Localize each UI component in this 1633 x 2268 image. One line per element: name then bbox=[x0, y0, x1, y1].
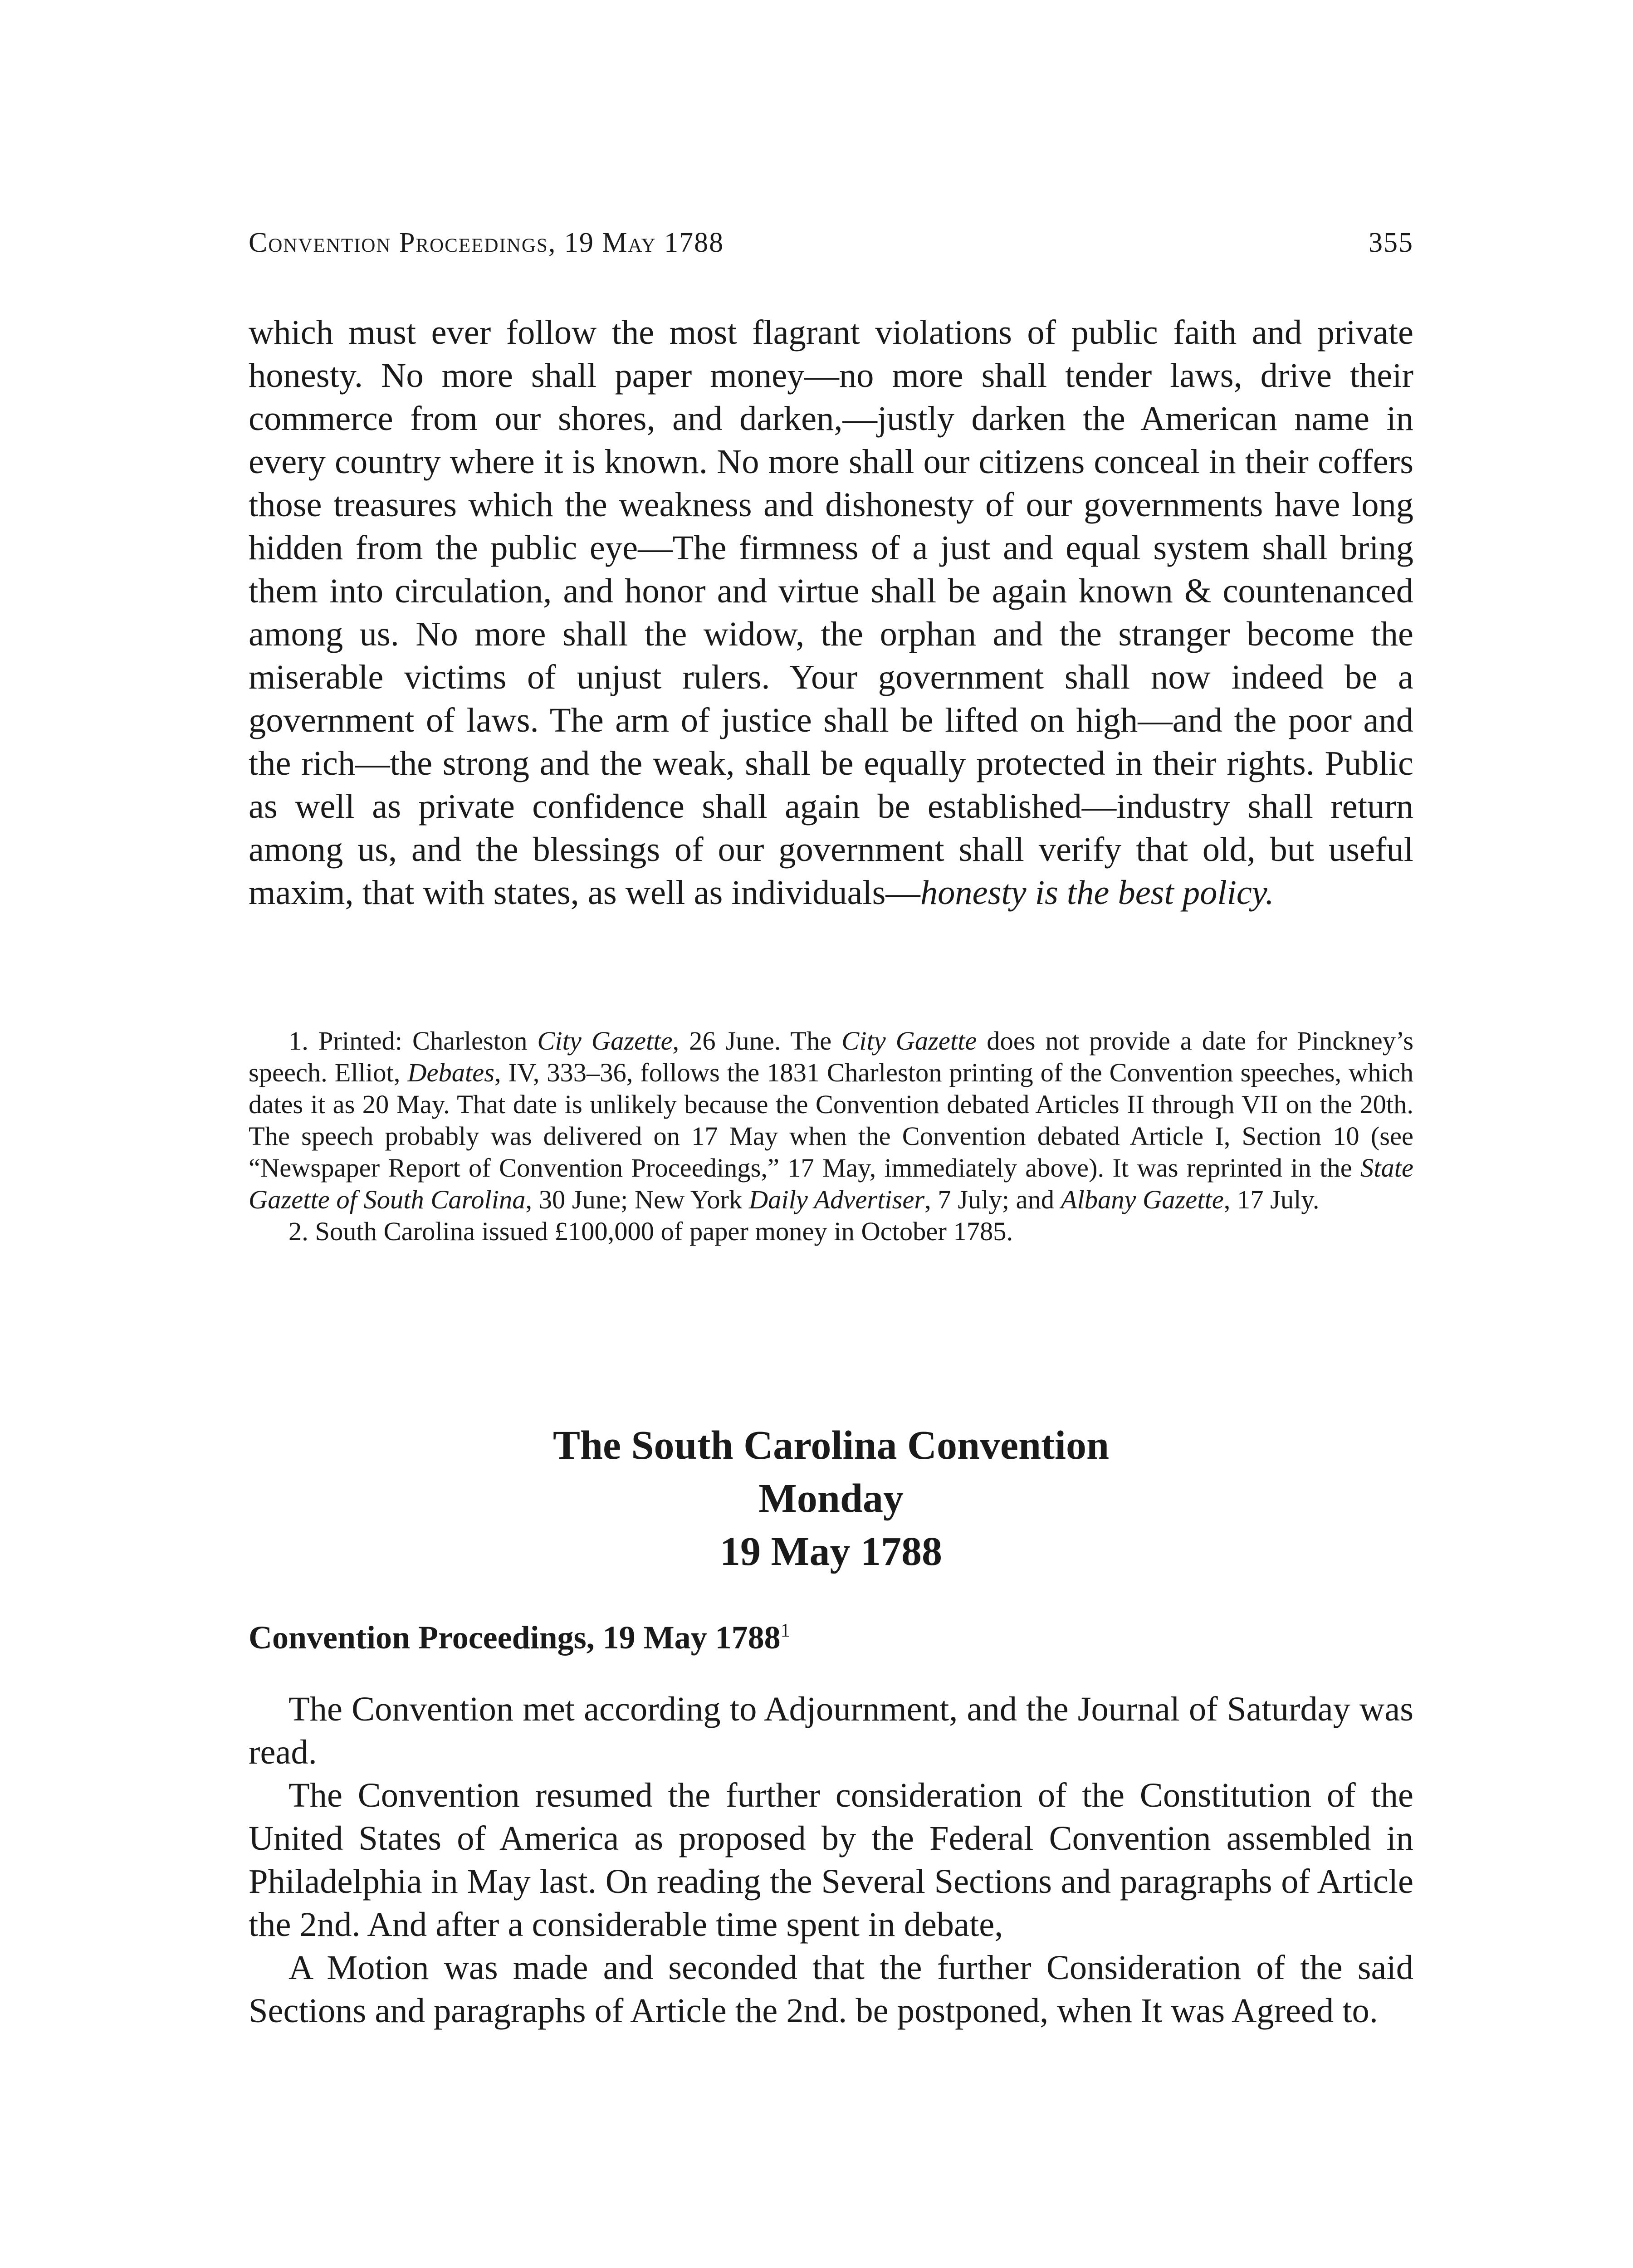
footnote-1-text-c: , 26 June. The bbox=[672, 1026, 842, 1056]
document-subheading bbox=[249, 1617, 1413, 1658]
footnote-1-text-a: 1. Printed: Charleston bbox=[288, 1026, 538, 1056]
footnote-1-italic-f: Debates bbox=[407, 1058, 494, 1087]
footnote-1-text-m: , 17 July. bbox=[1223, 1185, 1320, 1214]
footnote-1-text-i: , 30 June; New York bbox=[525, 1185, 749, 1214]
subheading-text: Convention Proceedings, 19 May 1788 bbox=[249, 1619, 781, 1656]
footnote-1-italic-h: State Gazette of South Carolina bbox=[249, 1153, 1413, 1214]
running-head-title: Convention Proceedings, 19 May 1788 bbox=[249, 227, 724, 258]
proceedings-paragraph-3: A Motion was made and seconded that the further Consideration of the said Sections and paragraphs of Article the 2nd. be postponed, when It was Agreed to. bbox=[249, 1948, 1413, 2030]
footnote-1-text-k: , 7 July; and bbox=[924, 1185, 1061, 1214]
footnote-1-italic-d: City Gazette bbox=[841, 1026, 977, 1056]
continuation-closing-maxim: honesty is the best policy. bbox=[920, 873, 1274, 912]
continuation-text: which must ever follow the most flagrant violations of public faith and private honesty. No more shall paper money—no more shall tender laws, drive their commerce from our shores, and darken,—justly darken the American name in every country where it is known. No more shall our citizens conceal in their coffers those treasures which the weakness and dishonesty of our governments have long hidden from the public eye—The firmness of a just and equal system shall bring them into circulation, and honor and virtue shall be again known & countenanced among us. No more shall the widow, the orphan and the stranger become the miserable victims of unjust rulers. Your government shall now indeed be a government of laws. The arm of justice shall be lifted on high—and the poor and the rich—the strong and the weak, shall be equally protected in their rights. Public as well as private confidence shall again be established—industry shall return among us, and the blessings of our government shall verify that old, but useful maxim, that with states, as well as individuals— bbox=[249, 313, 1413, 912]
section-heading-line-1: The South Carolina Convention bbox=[552, 1423, 1110, 1468]
proceedings-text bbox=[249, 1687, 1413, 2032]
proceedings-paragraph-2: The Convention resumed the further consideration of the Constitution of the United States of America as proposed by the Federal Convention assembled in Philadelphia in May last. On reading the Several Sections and paragraphs of Article the 2nd. And after a considerable time spent in debate, bbox=[249, 1776, 1413, 1944]
footnote-1 bbox=[249, 1025, 1413, 1216]
footnote-2: 2. South Carolina issued £100,000 of paper money in October 1785. bbox=[288, 1217, 1013, 1246]
running-head bbox=[249, 227, 1413, 268]
footnote-1-text-e: does not provide a date for Pinckney’s speech. Elliot, bbox=[249, 1026, 1413, 1087]
speech-continuation bbox=[249, 311, 1413, 914]
section-heading-line-2: Monday bbox=[758, 1476, 904, 1521]
continuation-paragraph bbox=[249, 311, 1413, 914]
section-heading bbox=[249, 1419, 1413, 1578]
section-heading-line-3: 19 May 1788 bbox=[720, 1529, 942, 1574]
footnote-1-italic-b: City Gazette bbox=[537, 1026, 673, 1056]
footnotes bbox=[249, 1025, 1413, 1247]
footnote-1-italic-l: Albany Gazette bbox=[1061, 1185, 1224, 1214]
page-number: 355 bbox=[1369, 227, 1413, 258]
footnote-1-text-g: , IV, 333–36, follows the 1831 Charleston printing of the Convention speeches, which dates it as 20 May. That date is unlikely because the Convention debated Articles II through VII on the 20th. The speech probably was delivered on 17 May when the Convention debated Article I, Section 10 (see “Newspaper Report of Convention Proceedings,” 17 May, immediately above). It was reprinted in the bbox=[249, 1058, 1413, 1183]
footnote-1-italic-j: Daily Advertiser bbox=[748, 1185, 925, 1214]
subheading-note-ref: 1 bbox=[780, 1620, 790, 1641]
proceedings-paragraph-1: The Convention met according to Adjournment, and the Journal of Saturday was read. bbox=[249, 1690, 1413, 1771]
